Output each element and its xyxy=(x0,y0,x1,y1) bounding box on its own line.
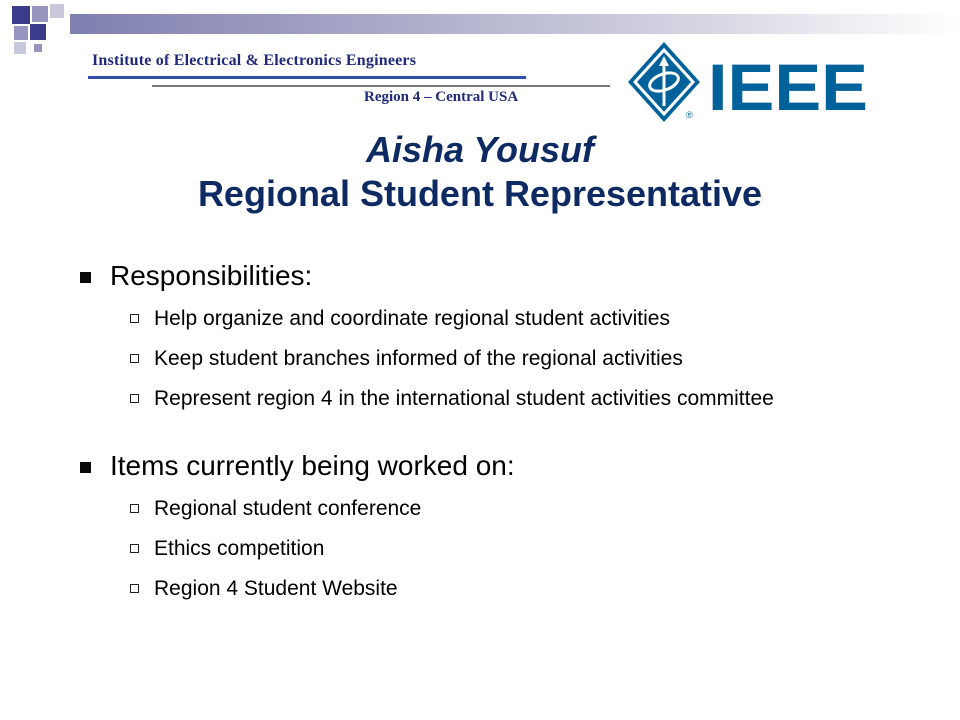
svg-text:®: ® xyxy=(686,110,693,120)
list-item xyxy=(74,386,904,412)
section-heading xyxy=(74,444,904,488)
section-heading-text: Items currently being worked on: xyxy=(110,450,515,481)
list-item xyxy=(74,576,904,602)
header-divider-gray xyxy=(152,85,610,87)
hollow-square-bullet-icon xyxy=(130,394,139,403)
corner-square xyxy=(30,24,46,40)
list-item-text: Help organize and coordinate regional student activities xyxy=(154,307,670,330)
corner-square xyxy=(50,4,64,18)
ieee-diamond-icon xyxy=(628,42,700,122)
corner-square xyxy=(34,44,42,52)
list-item xyxy=(74,346,904,372)
square-bullet-icon xyxy=(80,272,91,283)
organization-name: Institute of Electrical & Electronics Engineers xyxy=(92,52,417,69)
corner-square xyxy=(12,6,30,24)
region-label: Region 4 – Central USA xyxy=(364,89,519,105)
list-item xyxy=(74,496,904,522)
ieee-logo xyxy=(626,40,876,124)
list-item-text: Keep student branches informed of the regional activities xyxy=(154,347,683,370)
person-name: Aisha Yousuf xyxy=(365,129,595,170)
section-heading-text: Responsibilities: xyxy=(110,260,313,291)
list-item-text: Ethics competition xyxy=(154,537,325,560)
list-item-text: Region 4 Student Website xyxy=(154,577,398,600)
slide-body xyxy=(74,254,904,616)
header-divider-blue xyxy=(88,76,526,79)
person-role: Regional Student Representative xyxy=(197,173,763,214)
hollow-square-bullet-icon xyxy=(130,544,139,553)
list-item-text: Regional student conference xyxy=(154,497,422,520)
corner-square xyxy=(32,6,48,22)
hollow-square-bullet-icon xyxy=(130,504,139,513)
square-bullet-icon xyxy=(80,462,91,473)
list-item xyxy=(74,306,904,332)
slide-title xyxy=(0,128,960,216)
corner-square xyxy=(14,26,28,40)
list-item-text: Represent region 4 in the international student activities committee xyxy=(154,387,774,410)
header-gradient-bar xyxy=(70,14,960,34)
list-item xyxy=(74,536,904,562)
hollow-square-bullet-icon xyxy=(130,584,139,593)
hollow-square-bullet-icon xyxy=(130,314,139,323)
hollow-square-bullet-icon xyxy=(130,354,139,363)
ieee-logo-text: IEEE xyxy=(708,50,868,124)
corner-square xyxy=(14,42,26,54)
corner-decoration xyxy=(0,0,90,70)
section-heading xyxy=(74,254,904,298)
